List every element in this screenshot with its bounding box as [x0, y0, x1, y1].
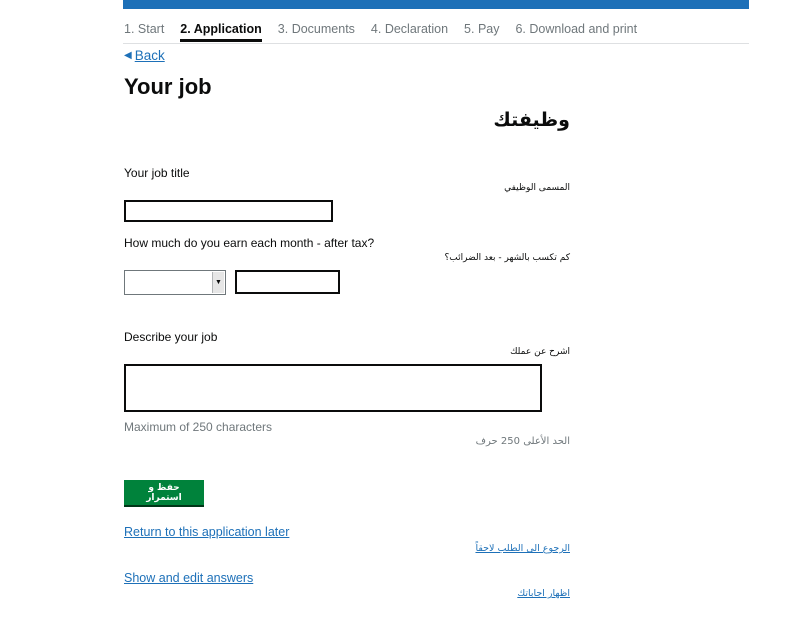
step-application: 2. Application — [180, 22, 262, 36]
describe-job-label-arabic: اشرح عن عملك — [510, 347, 570, 357]
save-continue-button[interactable]: حفظ و استمرار — [124, 480, 204, 505]
back-link-label: Back — [134, 48, 165, 63]
earnings-label: How much do you earn each month - after tax? — [124, 236, 375, 250]
steps-divider — [123, 43, 749, 44]
step-documents: 3. Documents — [277, 22, 355, 36]
top-accent-bar — [123, 0, 749, 9]
page-title-arabic: وظيفتك — [493, 109, 570, 131]
job-title-input[interactable] — [124, 200, 333, 222]
character-limit-hint-arabic: الحد الأعلى 250 حرف — [475, 436, 570, 447]
earnings-amount-input[interactable] — [235, 270, 340, 294]
earnings-label-arabic: كم تكسب بالشهر - بعد الضرائب؟ — [444, 253, 570, 263]
chevron-down-icon: ▼ — [212, 272, 224, 293]
step-start[interactable]: 1. Start — [124, 22, 165, 36]
return-later-link-arabic[interactable]: الرجوع الى الطلب لاحقاً — [475, 543, 570, 554]
step-download-print: 6. Download and print — [515, 22, 638, 36]
job-title-label-arabic: المسمى الوظيفي — [504, 183, 570, 193]
describe-job-label: Describe your job — [124, 330, 218, 344]
return-later-link[interactable]: Return to this application later — [124, 525, 290, 539]
triangle-left-icon: ◀ — [124, 50, 132, 61]
show-edit-answers-link-arabic[interactable]: اظهار اجاباتك — [517, 588, 570, 599]
show-edit-answers-link[interactable]: Show and edit answers — [124, 571, 254, 585]
job-title-label: Your job title — [124, 166, 190, 180]
progress-steps — [124, 22, 653, 36]
step-declaration: 4. Declaration — [370, 22, 449, 36]
page-title: Your job — [124, 74, 212, 99]
step-pay: 5. Pay — [464, 22, 500, 36]
currency-select[interactable] — [124, 270, 226, 295]
back-link[interactable] — [124, 48, 165, 63]
describe-job-textarea[interactable] — [124, 364, 542, 412]
character-limit-hint: Maximum of 250 characters — [124, 420, 273, 434]
